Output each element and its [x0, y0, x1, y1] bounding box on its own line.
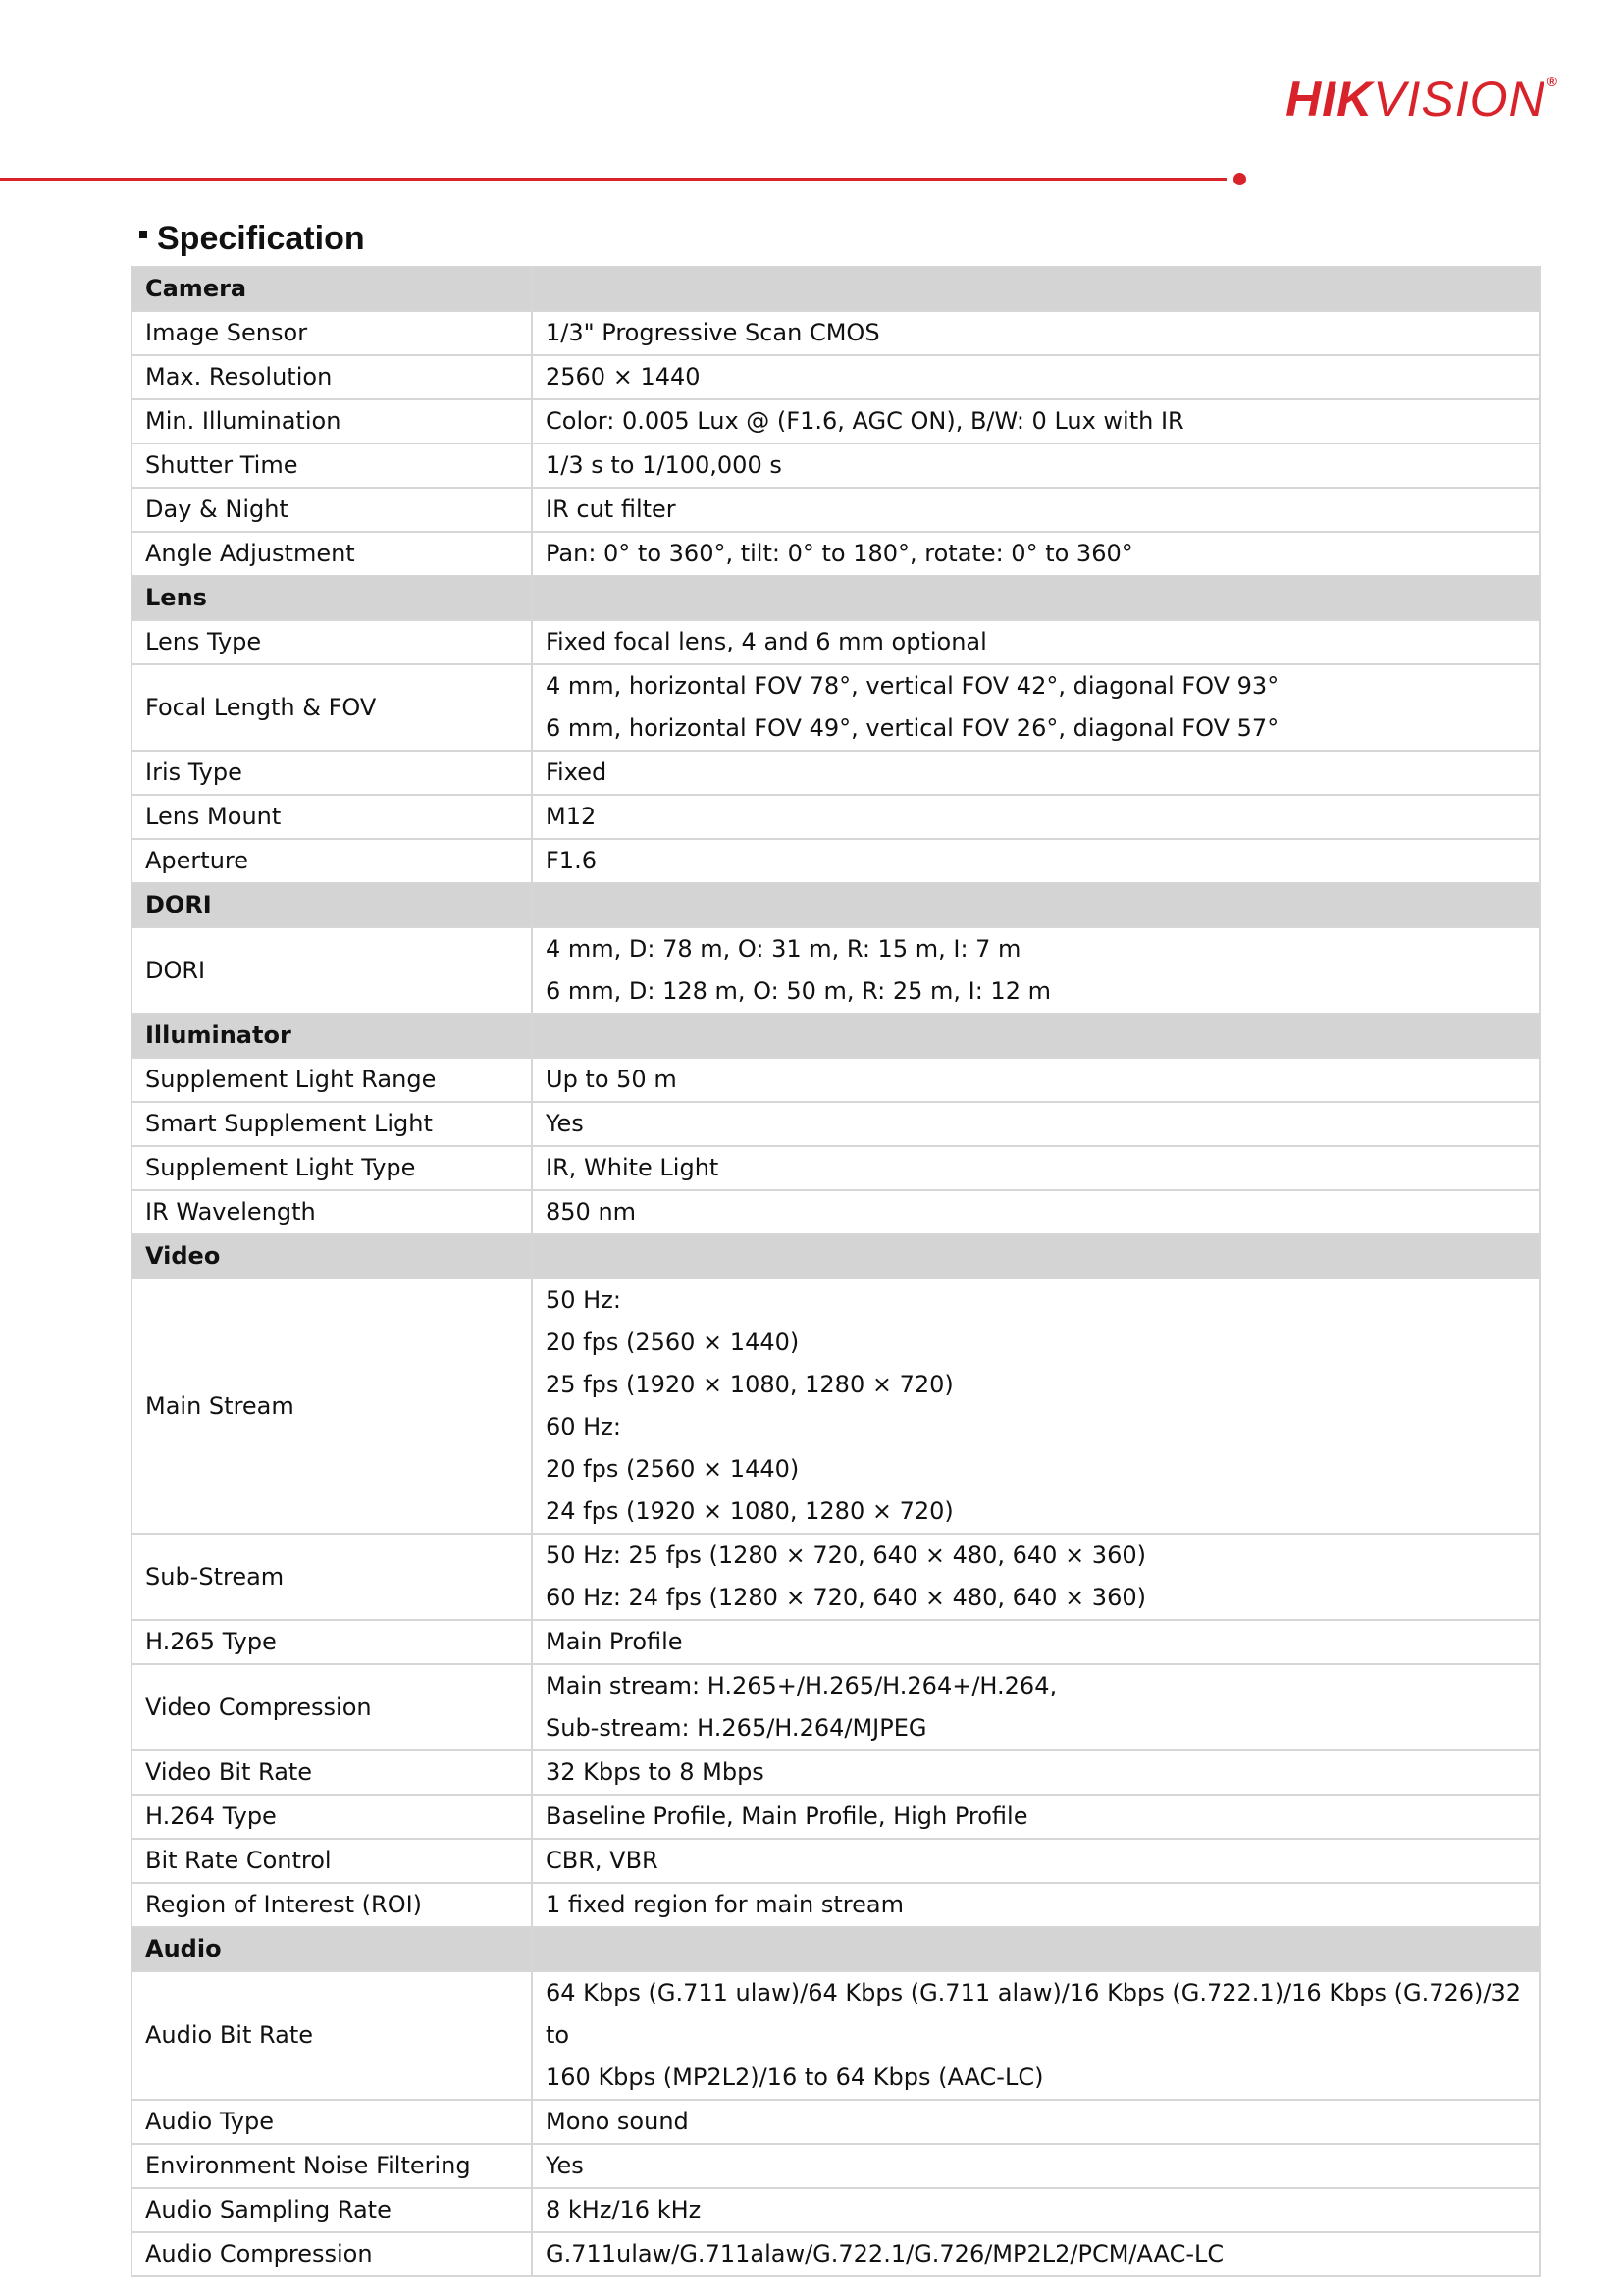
section-header-spacer [532, 267, 1540, 311]
section-title: Audio [131, 1927, 532, 1971]
spec-value [532, 1102, 1540, 1146]
spec-value-line: M12 [546, 803, 597, 830]
spec-value-line: 60 Hz: 24 fps (1280 × 720, 640 × 480, 640 × 360) [546, 1584, 1146, 1611]
spec-value-line: 6 mm, horizontal FOV 49°, vertical FOV 26°, diagonal FOV 57° [546, 714, 1280, 742]
table-row [131, 2232, 1540, 2276]
spec-value [532, 1620, 1540, 1664]
spec-value-line: 1/3" Progressive Scan CMOS [546, 319, 880, 346]
spec-value-line: Main stream: H.265+/H.265/H.264+/H.264, [546, 1672, 1058, 1699]
spec-value-line: 20 fps (2560 × 1440) [546, 1455, 800, 1483]
table-row [131, 1190, 1540, 1234]
spec-value-line: Yes [546, 2152, 584, 2179]
table-row [131, 795, 1540, 839]
spec-value-line: Sub-stream: H.265/H.264/MJPEG [546, 1714, 927, 1742]
section-header-spacer [532, 1014, 1540, 1058]
spec-value [532, 399, 1540, 444]
table-row [131, 927, 1540, 1014]
section-header-row [131, 267, 1540, 311]
spec-value [532, 620, 1540, 664]
title-bullet-icon [139, 231, 147, 238]
spec-value [532, 2188, 1540, 2232]
table-row [131, 488, 1540, 532]
spec-value [532, 751, 1540, 795]
spec-value-line: 850 nm [546, 1198, 637, 1226]
spec-value [532, 1278, 1540, 1534]
section-header-spacer [532, 576, 1540, 620]
spec-label: Environment Noise Filtering [131, 2144, 532, 2188]
spec-label: Video Compression [131, 1664, 532, 1750]
spec-value-line: 4 mm, D: 78 m, O: 31 m, R: 15 m, I: 7 m [546, 935, 1021, 963]
spec-value [532, 1883, 1540, 1927]
spec-value-line: Mono sound [546, 2108, 689, 2135]
table-row [131, 620, 1540, 664]
spec-value [532, 1839, 1540, 1883]
spec-value-line: IR cut filter [546, 496, 676, 523]
section-header-spacer [532, 1234, 1540, 1278]
spec-label: Angle Adjustment [131, 532, 532, 576]
spec-value-line: G.711ulaw/G.711alaw/G.722.1/G.726/MP2L2/PCM/AAC-LC [546, 2240, 1225, 2268]
section-title: Camera [131, 267, 532, 311]
logo-bold-text: HIK [1285, 72, 1374, 127]
spec-value-line: Main Profile [546, 1628, 683, 1655]
spec-label: Min. Illumination [131, 399, 532, 444]
spec-label: Region of Interest (ROI) [131, 1883, 532, 1927]
section-title: Video [131, 1234, 532, 1278]
spec-label: Bit Rate Control [131, 1839, 532, 1883]
spec-value [532, 2100, 1540, 2144]
page-title-text: Specification [157, 220, 365, 257]
table-row [131, 2100, 1540, 2144]
spec-label: Aperture [131, 839, 532, 883]
table-row [131, 1883, 1540, 1927]
spec-value [532, 1971, 1540, 2100]
table-row [131, 1058, 1540, 1102]
spec-label: Video Bit Rate [131, 1750, 532, 1795]
table-row [131, 1620, 1540, 1664]
spec-label: Supplement Light Type [131, 1146, 532, 1190]
spec-label: Lens Type [131, 620, 532, 664]
spec-value-line: 64 Kbps (G.711 ulaw)/64 Kbps (G.711 alaw)/16 Kbps (G.722.1)/16 Kbps (G.726)/32 to [546, 1979, 1522, 2049]
section-header-row [131, 576, 1540, 620]
spec-value-line: 50 Hz: [546, 1286, 621, 1314]
spec-label: H.264 Type [131, 1795, 532, 1839]
table-row [131, 1278, 1540, 1534]
table-row [131, 1750, 1540, 1795]
spec-value-line: 25 fps (1920 × 1080, 1280 × 720) [546, 1371, 954, 1398]
spec-value-line: 4 mm, horizontal FOV 78°, vertical FOV 42°, diagonal FOV 93° [546, 672, 1280, 700]
table-row [131, 311, 1540, 355]
section-header-row [131, 1927, 1540, 1971]
spec-label: IR Wavelength [131, 1190, 532, 1234]
section-header-row [131, 1014, 1540, 1058]
spec-label: Iris Type [131, 751, 532, 795]
spec-value-line: 2560 × 1440 [546, 363, 701, 391]
table-row [131, 839, 1540, 883]
section-header-row [131, 1234, 1540, 1278]
table-row [131, 355, 1540, 399]
spec-value-line: Baseline Profile, Main Profile, High Profile [546, 1802, 1028, 1830]
table-row [131, 2188, 1540, 2232]
spec-value-line: 8 kHz/16 kHz [546, 2196, 702, 2223]
table-row [131, 1795, 1540, 1839]
spec-value-line: 24 fps (1920 × 1080, 1280 × 720) [546, 1497, 954, 1525]
brand-logo [1285, 71, 1558, 128]
section-title: DORI [131, 883, 532, 927]
spec-value [532, 532, 1540, 576]
spec-value [532, 1058, 1540, 1102]
spec-value [532, 1750, 1540, 1795]
spec-label: Main Stream [131, 1278, 532, 1534]
spec-value-line: Fixed [546, 758, 607, 786]
spec-label: Audio Compression [131, 2232, 532, 2276]
spec-value-line: 50 Hz: 25 fps (1280 × 720, 640 × 480, 640 × 360) [546, 1541, 1146, 1569]
table-row [131, 1839, 1540, 1883]
table-row [131, 1664, 1540, 1750]
spec-value-line: 32 Kbps to 8 Mbps [546, 1758, 764, 1786]
spec-value [532, 2144, 1540, 2188]
table-row [131, 751, 1540, 795]
header-divider-dot [1233, 173, 1246, 185]
spec-value-line: CBR, VBR [546, 1847, 658, 1874]
spec-value-line: 1/3 s to 1/100,000 s [546, 451, 782, 479]
spec-value [532, 488, 1540, 532]
spec-value-line: 160 Kbps (MP2L2)/16 to 64 Kbps (AAC-LC) [546, 2063, 1044, 2091]
spec-value-line: 20 fps (2560 × 1440) [546, 1329, 800, 1356]
section-title: Illuminator [131, 1014, 532, 1058]
spec-value-line: Yes [546, 1110, 584, 1137]
spec-label: Audio Type [131, 2100, 532, 2144]
spec-value [532, 1190, 1540, 1234]
header-divider [0, 178, 1227, 181]
table-row [131, 1146, 1540, 1190]
table-row [131, 1102, 1540, 1146]
spec-label: Lens Mount [131, 795, 532, 839]
logo-light-text: VISION [1373, 72, 1545, 127]
table-row [131, 664, 1540, 751]
spec-label: Shutter Time [131, 444, 532, 488]
section-header-spacer [532, 883, 1540, 927]
section-header-row [131, 883, 1540, 927]
table-row [131, 1971, 1540, 2100]
spec-label: Smart Supplement Light [131, 1102, 532, 1146]
spec-value [532, 795, 1540, 839]
table-row [131, 399, 1540, 444]
spec-value [532, 839, 1540, 883]
spec-value [532, 444, 1540, 488]
specification-table [131, 266, 1541, 2277]
spec-value [532, 1795, 1540, 1839]
page-title [139, 220, 365, 258]
spec-value [532, 355, 1540, 399]
table-row [131, 2144, 1540, 2188]
spec-value-line: F1.6 [546, 847, 597, 874]
spec-value-line: Color: 0.005 Lux @ (F1.6, AGC ON), B/W: 0 Lux with IR [546, 407, 1184, 435]
spec-value-line: Pan: 0° to 360°, tilt: 0° to 180°, rotate: 0° to 360° [546, 540, 1133, 567]
spec-value [532, 1534, 1540, 1620]
spec-label: Day & Night [131, 488, 532, 532]
spec-label: Image Sensor [131, 311, 532, 355]
section-header-spacer [532, 1927, 1540, 1971]
spec-label: Audio Sampling Rate [131, 2188, 532, 2232]
spec-label: Sub-Stream [131, 1534, 532, 1620]
spec-value-line: 1 fixed region for main stream [546, 1891, 904, 1918]
spec-value-line: IR, White Light [546, 1154, 719, 1181]
spec-value [532, 2232, 1540, 2276]
spec-label: H.265 Type [131, 1620, 532, 1664]
table-row [131, 1534, 1540, 1620]
spec-label: Audio Bit Rate [131, 1971, 532, 2100]
spec-value-line: Up to 50 m [546, 1066, 677, 1093]
logo-registered-mark: ® [1546, 74, 1558, 89]
spec-value [532, 927, 1540, 1014]
spec-value [532, 1664, 1540, 1750]
spec-value [532, 1146, 1540, 1190]
spec-value-line: Fixed focal lens, 4 and 6 mm optional [546, 628, 987, 655]
spec-value-line: 6 mm, D: 128 m, O: 50 m, R: 25 m, I: 12 m [546, 977, 1051, 1005]
spec-label: Focal Length & FOV [131, 664, 532, 751]
spec-label: DORI [131, 927, 532, 1014]
specification-table-body [131, 267, 1540, 2276]
spec-label: Supplement Light Range [131, 1058, 532, 1102]
spec-label: Max. Resolution [131, 355, 532, 399]
spec-value-line: 60 Hz: [546, 1413, 621, 1440]
section-title: Lens [131, 576, 532, 620]
table-row [131, 444, 1540, 488]
spec-value [532, 311, 1540, 355]
table-row [131, 532, 1540, 576]
spec-value [532, 664, 1540, 751]
